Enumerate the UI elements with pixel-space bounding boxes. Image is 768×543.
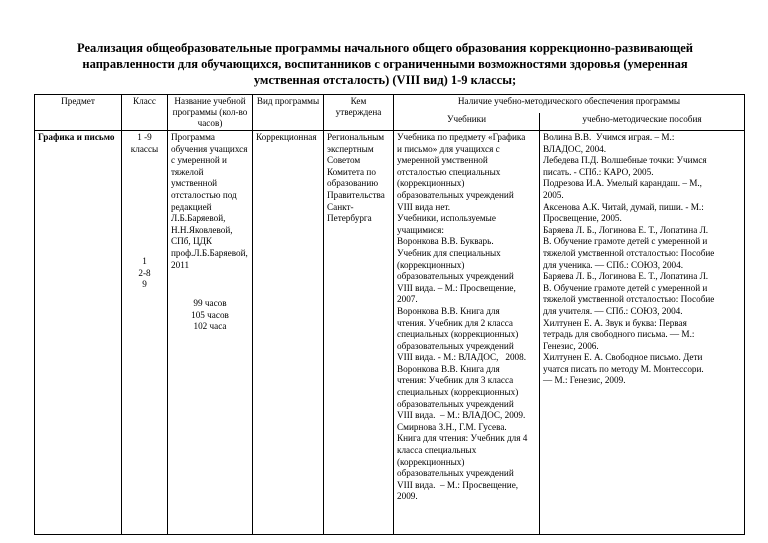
manual-line: тяжелой умственной отсталостью: Пособие [543, 294, 715, 305]
textbook-line: Смирнова З.Н., Г.М. Гусева. [397, 421, 507, 432]
textbook-line: образовательных учреждений [397, 271, 514, 282]
manuals-list [543, 132, 741, 387]
manual-line: Баряева Л. Б., Логинова Е. Т., Лопатина Л. [543, 271, 709, 282]
hours-item: 105 часов [191, 309, 229, 320]
grade-list [125, 256, 164, 291]
textbook-line: VIII вида. - М.: ВЛАДОС, 2008. [397, 352, 527, 363]
textbook-line: Учебник для специальных [397, 247, 501, 258]
grade-item: 2-8 [138, 267, 151, 278]
textbook-line: (коррекционных) [397, 178, 465, 189]
textbook-line: чтения. Учебник для 2 класса [397, 317, 513, 328]
manual-line: писать. - СПб.: КАРО, 2005. [543, 166, 654, 177]
manual-line: В. Обучение грамоте детей с умеренной и [543, 282, 708, 293]
textbook-line: VIII вида. – М.: ВЛАДОС, 2009. [397, 410, 526, 421]
manual-line: ВЛАДОС, 2004. [543, 143, 607, 154]
grade-item: 9 [142, 279, 147, 290]
textbook-line: класса специальных [397, 445, 477, 456]
grade-range: 1 -9 классы [130, 132, 159, 154]
hours-item: 99 часов [193, 298, 227, 309]
header-program-type: Вид программы [253, 95, 324, 131]
manual-line: В. Обучение грамоте детей с умеренной и [543, 236, 708, 247]
textbook-line: Учебника по предмету «Графика [397, 132, 526, 142]
approved-by-cell: Региональным экспертным Советом Комитета по образованию Правительства Санкт-Петербурга [324, 131, 394, 535]
textbook-line: Книга для чтения: Учебник для 4 [397, 433, 528, 444]
grade-cell [122, 131, 168, 535]
textbook-line: образовательных учреждений [397, 189, 514, 200]
subject-cell: Графика и письмо [35, 131, 122, 535]
header-grade: Класс [122, 95, 168, 131]
hours-item: 102 часа [193, 321, 227, 332]
header-program-name: Название учебной программы (кол-во часов) [168, 95, 253, 131]
textbook-line: специальных (коррекционных) [397, 387, 519, 398]
manual-line: учатся писать по методу М. Монтессори. [543, 363, 704, 374]
textbook-line: отсталостью специальных [397, 166, 501, 177]
manual-line: Подрезова И.А. Умелый карандаш. – М., [543, 178, 702, 189]
manual-line: Генезис, 2006. [543, 340, 599, 351]
header-row-1 [35, 95, 745, 113]
textbook-line: специальных (коррекционных) [397, 329, 519, 340]
manual-line: Просвещение, 2005. [543, 213, 622, 224]
manual-line: для учителя. — СПб.: СОЮЗ, 2004. [543, 305, 683, 316]
title-line-2: направленности для обучающихся, воспитанников с ограниченными возможностями здоровья (умеренная [82, 57, 688, 71]
textbook-line: умеренной умственной [397, 155, 488, 166]
program-table [34, 94, 745, 535]
manual-line: Хилтунен Е. А. Звук и буква: Первая [543, 317, 687, 328]
textbook-line: образовательных учреждений [397, 340, 514, 351]
textbook-line: (коррекционных) [397, 259, 465, 270]
textbook-line: 2007. [397, 294, 418, 305]
header-manuals: учебно-методические пособия [540, 113, 745, 131]
textbook-line: Воронкова В.В. Книга для [397, 363, 500, 374]
title-line-3: умственная отсталость) (VIII вид) 1-9 классы; [253, 73, 517, 87]
textbook-line: Воронкова В.В. Букварь. [397, 236, 494, 247]
textbook-line: 2009. [397, 491, 418, 502]
textbook-line: чтения: Учебник для 3 класса [397, 375, 514, 386]
textbook-line: Учебники, используемые [397, 213, 496, 224]
manual-line: Лебедева П.Д. Волшебные точки: Учимся [543, 155, 707, 166]
hours-list [171, 298, 249, 333]
manual-line: Баряева Л. Б., Логинова Е. Т., Лопатина Л. [543, 224, 709, 235]
textbook-line: VIII вида. – М.: Просвещение, [397, 282, 516, 293]
manual-line: Волина В.В. Учимся играя. – М.: [543, 132, 675, 142]
manuals-cell [540, 131, 745, 535]
program-type-cell: Коррекционная [253, 131, 324, 535]
header-provision: Наличие учебно-методического обеспечения программы [394, 95, 745, 113]
manual-line: тяжелой умственной отсталостью: Пособие [543, 247, 715, 258]
textbook-line: (коррекционных) [397, 456, 465, 467]
textbooks-list [397, 132, 536, 503]
manual-line: Хилтунен Е. А. Свободное письмо. Дети [543, 352, 703, 363]
grade-item: 1 [142, 256, 147, 267]
manual-line: Аксенова А.К. Читай, думай, пиши. - М.: [543, 201, 704, 212]
textbook-line: VIII вида нет. [397, 201, 451, 212]
textbook-line: образовательных учреждений [397, 468, 514, 479]
manual-line: — М.: Генезис, 2009. [543, 375, 626, 386]
header-approved-by: Кем утверждена [324, 95, 394, 131]
manual-line: для ученика. — СПб.: СОЮЗ, 2004. [543, 259, 684, 270]
title-line-1: Реализация общеобразовательные программы начального общего образования коррекционно-развивающей [76, 41, 693, 55]
textbook-line: образовательных учреждений [397, 398, 514, 409]
textbook-line: VIII вида. – М.: Просвещение, [397, 479, 519, 490]
manual-line: 2005. [543, 189, 564, 200]
document-title [60, 40, 710, 88]
textbook-line: учащимися: [397, 224, 444, 235]
textbook-line: и письмо» для учащихся с [397, 143, 500, 154]
table-row [35, 131, 745, 535]
textbooks-cell [394, 131, 540, 535]
manual-line: тетрадь для свободного письма. — М.: [543, 329, 695, 340]
header-subject: Предмет [35, 95, 122, 131]
header-textbooks: Учебники [394, 113, 540, 131]
program-name-text: Программа обучения учащихся с умеренной и тяжелой умственной отсталостью под редакцией Л.Б.Баряевой, Н.Н.Яковлевой, СПб, ЦДК проф.Л.Б.Баряевой, 2011 [171, 132, 248, 270]
textbook-line: Воронкова В.В. Книга для [397, 305, 500, 316]
program-name-cell [168, 131, 253, 535]
